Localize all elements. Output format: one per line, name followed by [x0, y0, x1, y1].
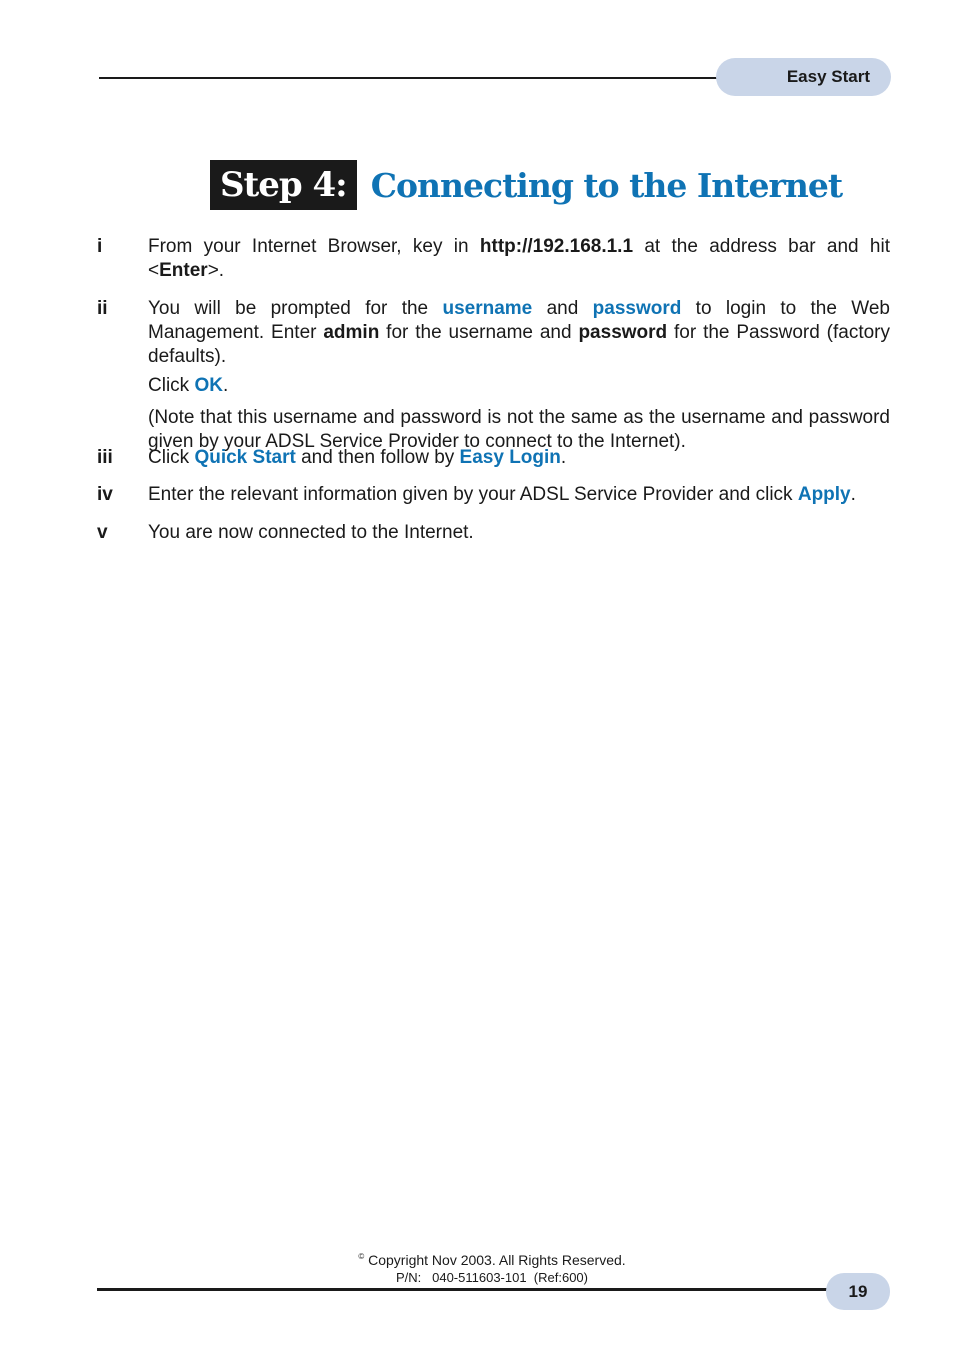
page-number-tab — [826, 1273, 890, 1310]
copyright-text: Copyright Nov 2003. All Rights Reserved. — [368, 1252, 626, 1268]
list-item-v — [97, 521, 890, 545]
list-item-i — [97, 235, 890, 283]
copyright-symbol: © — [358, 1252, 365, 1261]
item-number: ii — [97, 298, 108, 319]
item-note: (Note that this username and password is not the same as the username and password given by your ADSL Service Provider to connect to the Internet). — [148, 407, 890, 452]
item-text: You will be prompted for the username and password to login to the Web Management. Enter admin for the username and password for the Password (factory defaults). — [148, 298, 891, 367]
quick-start-term: Quick Start — [194, 447, 296, 468]
section-label: Easy Start — [786, 67, 870, 86]
enter-key: Enter — [159, 260, 208, 281]
ok-term: OK — [194, 375, 223, 396]
item-text: Enter the relevant information given by your ADSL Service Provider and click Apply. — [148, 484, 856, 505]
part-number: P/N: 040-511603-101 (Ref:600) — [396, 1270, 588, 1285]
item-text: You are now connected to the Internet. — [148, 522, 474, 543]
step-label: Step 4: — [210, 160, 357, 210]
password-value: password — [578, 322, 668, 343]
item-number: i — [97, 236, 103, 257]
item-text-ok: Click OK. — [148, 375, 229, 396]
list-item-ii — [97, 297, 890, 454]
item-number: v — [97, 522, 108, 543]
apply-term: Apply — [797, 484, 851, 505]
item-text: From your Internet Browser, key in http://192.168.1.1 at the address bar and hit <Enter>. — [148, 236, 890, 281]
item-text: Click Quick Start and then follow by Easy Login. — [148, 447, 567, 468]
header-rule — [99, 77, 749, 79]
username-term: username — [442, 298, 533, 319]
page-number: 19 — [848, 1281, 868, 1301]
item-number: iv — [97, 484, 113, 505]
footer-rule — [97, 1288, 832, 1291]
copyright-line — [0, 1252, 954, 1268]
list-item-iii — [97, 446, 890, 470]
password-term: password — [592, 298, 682, 319]
url-text: http://192.168.1.1 — [479, 236, 634, 257]
item-number: iii — [97, 447, 113, 468]
step-heading — [210, 160, 842, 210]
easy-login-term: Easy Login — [459, 447, 561, 468]
admin-value: admin — [323, 322, 380, 343]
section-tab — [716, 58, 891, 96]
step-title: Connecting to the Internet — [370, 165, 843, 205]
list-item-iv — [97, 483, 890, 507]
